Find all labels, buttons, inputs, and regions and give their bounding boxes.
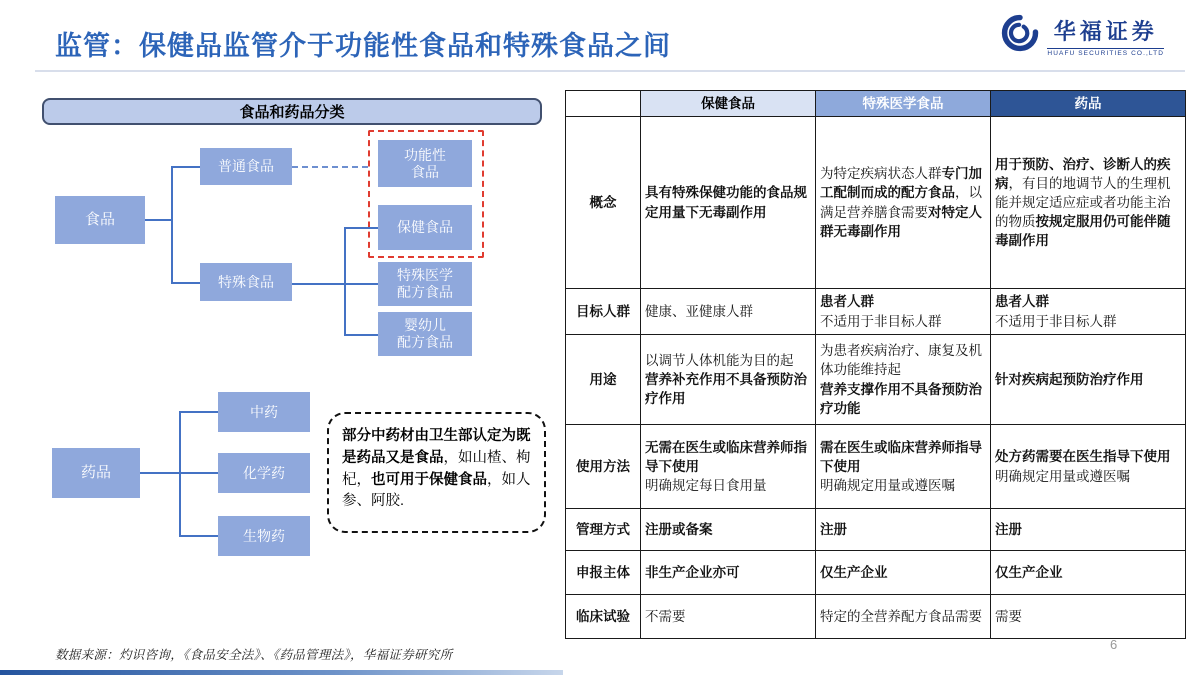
diagram-node-putong: 普通食品 xyxy=(200,148,292,185)
table-cell: 用于预防、治疗、诊断人的疾病，有目的地调节人的生理机能并规定适应症或者功能主治的物质按规定服用仍可能伴随毒副作用 xyxy=(991,117,1186,289)
connector-line xyxy=(171,166,200,168)
connector-line xyxy=(179,535,218,537)
comparison-table-body xyxy=(566,117,1186,639)
title-divider xyxy=(35,70,1185,72)
table-cell: 需要 xyxy=(991,595,1186,639)
row-label: 用途 xyxy=(566,335,641,425)
connector-line xyxy=(179,411,218,413)
row-label: 目标人群 xyxy=(566,289,641,335)
diagram-node-teshu: 特殊食品 xyxy=(200,263,292,301)
table-cell: 为特定疾病状态人群专门加工配制而成的配方食品，以满足营养膳食需要对特定人群无毒副作用 xyxy=(816,117,991,289)
row-label: 概念 xyxy=(566,117,641,289)
classification-diagram xyxy=(40,95,546,570)
connector-line xyxy=(179,411,181,537)
table-cell: 以调节人体机能为目的起 营养补充作用不具备预防治疗作用 xyxy=(641,335,816,425)
table-cell: 为患者疾病治疗、康复及机体功能维持起 营养支撑作用不具备预防治疗功能 xyxy=(816,335,991,425)
connector-line xyxy=(171,282,200,284)
table-cell: 仅生产企业 xyxy=(816,551,991,595)
comparison-table-container xyxy=(565,90,1186,639)
table-row xyxy=(566,289,1186,335)
table-cell: 非生产企业亦可 xyxy=(641,551,816,595)
column-header: 药品 xyxy=(991,91,1186,117)
table-cell: 不需要 xyxy=(641,595,816,639)
callout-note xyxy=(327,412,546,533)
table-cell: 特定的全营养配方食品需要 xyxy=(816,595,991,639)
table-cell: 注册 xyxy=(991,509,1186,551)
column-header: 保健食品 xyxy=(641,91,816,117)
table-cell: 无需在医生或临床营养师指导下使用 明确规定每日食用量 xyxy=(641,425,816,509)
diagram-node-zhongyao: 中药 xyxy=(218,392,310,432)
table-row xyxy=(566,117,1186,289)
table-row xyxy=(566,425,1186,509)
table-cell: 需在医生或临床营养师指导下使用 明确规定用量或遵医嘱 xyxy=(816,425,991,509)
table-cell: 患者人群 不适用于非目标人群 xyxy=(991,289,1186,335)
connector-line xyxy=(344,334,378,336)
diagram-node-gongneng: 功能性 食品 xyxy=(378,140,472,187)
huafu-swirl-icon xyxy=(1000,13,1040,58)
diagram-node-baojian: 保健食品 xyxy=(378,205,472,250)
page-title: 监管：保健品监管介于功能性食品和特殊食品之间 xyxy=(55,31,671,61)
table-row xyxy=(566,551,1186,595)
connector-line xyxy=(292,283,378,285)
diagram-node-teyi: 特殊医学 配方食品 xyxy=(378,262,472,306)
row-label: 管理方式 xyxy=(566,509,641,551)
diagram-node-huaxue: 化学药 xyxy=(218,453,310,493)
comparison-table xyxy=(565,90,1186,639)
huafu-logo xyxy=(1000,13,1164,58)
connector-line xyxy=(344,227,346,335)
table-cell: 处方药需要在医生指导下使用 明确规定用量或遵医嘱 xyxy=(991,425,1186,509)
data-source-note: 数据来源：灼识咨询，《食品安全法》、《药品管理法》，华福证券研究所 xyxy=(55,648,453,662)
diagram-node-shengwu: 生物药 xyxy=(218,516,310,556)
table-cell: 患者人群 不适用于非目标人群 xyxy=(816,289,991,335)
comparison-table-head-row xyxy=(566,91,1186,117)
table-cell: 仅生产企业 xyxy=(991,551,1186,595)
table-row xyxy=(566,509,1186,551)
row-label: 临床试验 xyxy=(566,595,641,639)
column-header: 特殊医学食品 xyxy=(816,91,991,117)
dashed-connector-line xyxy=(292,166,368,168)
connector-line xyxy=(171,166,173,283)
diagram-node-shipin: 食品 xyxy=(55,196,145,244)
diagram-node-yingyouer: 婴幼儿 配方食品 xyxy=(378,312,472,356)
table-row xyxy=(566,595,1186,639)
corner-cell xyxy=(566,91,641,117)
table-row xyxy=(566,335,1186,425)
diagram-title: 食品和药品分类 xyxy=(42,98,542,125)
callout-text: 部分中药材由卫生部认定为既是药品又是食品，如山楂、枸杞，也可用于保健食品，如人参、阿胶. xyxy=(342,428,531,510)
row-label: 申报主体 xyxy=(566,551,641,595)
diagram-node-yaopin: 药品 xyxy=(52,448,140,498)
table-cell: 针对疾病起预防治疗作用 xyxy=(991,335,1186,425)
row-label: 使用方法 xyxy=(566,425,641,509)
bottom-accent-bar xyxy=(0,670,563,675)
page-number: 6 xyxy=(1110,637,1118,652)
table-cell: 注册或备案 xyxy=(641,509,816,551)
connector-line xyxy=(344,227,378,229)
logo-company-name: 华福证券 xyxy=(1053,18,1158,44)
table-cell: 注册 xyxy=(816,509,991,551)
logo-company-subtitle: HUAFU SECURITIES CO.,LTD xyxy=(1047,49,1164,57)
connector-line xyxy=(145,219,172,221)
table-cell: 具有特殊保健功能的食品规定用量下无毒副作用 xyxy=(641,117,816,289)
table-cell: 健康、亚健康人群 xyxy=(641,289,816,335)
